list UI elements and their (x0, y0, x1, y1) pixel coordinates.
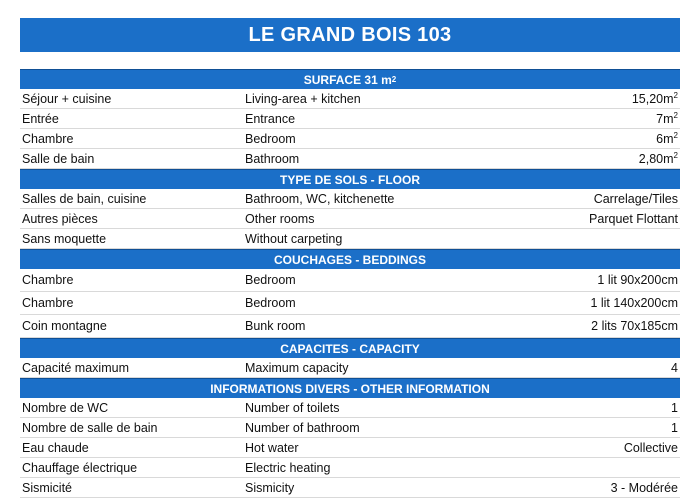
value-cell (495, 132, 680, 146)
label-fr: Nombre de salle de bain (22, 420, 158, 435)
label-en: Entrance (245, 111, 296, 126)
label-fr: Sismicité (22, 480, 73, 495)
label-en: Bedroom (245, 273, 296, 287)
section-header-surface-text: SURFACE 31 m (303, 72, 392, 87)
table-row (20, 89, 680, 109)
table-row (20, 189, 680, 209)
table-row (20, 209, 680, 229)
label-en: Bunk room (245, 319, 306, 333)
label-en: Living-area + kitchen (245, 91, 361, 106)
label-fr: Chauffage électrique (22, 460, 138, 475)
label-en: Other rooms (245, 211, 315, 226)
label-en: Bathroom (245, 151, 300, 166)
superscript: 2 (673, 110, 678, 120)
table-row (20, 458, 680, 478)
value: 7m (656, 111, 674, 126)
label-fr: Nombre de WC (22, 400, 109, 415)
label-en: Number of bathroom (245, 420, 360, 435)
table-row (20, 418, 680, 438)
value: Carrelage/Tiles (593, 191, 678, 206)
page-title: LE GRAND BOIS 103 (20, 18, 680, 52)
value-cell (495, 112, 680, 126)
superscript: 2 (673, 130, 678, 140)
label-en: Bathroom, WC, kitchenette (245, 191, 395, 206)
value: 1 (671, 400, 678, 415)
label-en: Without carpeting (245, 231, 343, 246)
section-header-floor: TYPE DE SOLS - FLOOR (20, 169, 680, 189)
label-fr: Chambre (22, 131, 74, 146)
value-cell (495, 92, 680, 106)
table-row (20, 129, 680, 149)
table-row (20, 109, 680, 129)
value: Parquet Flottant (589, 211, 678, 226)
label-fr: Capacité maximum (22, 360, 129, 375)
label-fr: Sans moquette (22, 231, 107, 246)
label-en: Bedroom (245, 296, 296, 310)
value: 1 lit 140x200cm (590, 296, 678, 310)
label-en: Electric heating (245, 460, 331, 475)
label-fr: Salles de bain, cuisine (22, 191, 147, 206)
table-row (20, 315, 680, 338)
label-fr: Salle de bain (22, 151, 95, 166)
label-en: Hot water (245, 440, 299, 455)
label-en: Sismicity (245, 480, 295, 495)
value: 3 - Modérée (610, 480, 678, 495)
section-header-beddings: COUCHAGES - BEDDINGS (20, 249, 680, 269)
table-row (20, 292, 680, 315)
value: 4 (671, 360, 678, 375)
section-header-surface: SURFACE 31 m 2 (20, 69, 680, 89)
property-sheet (20, 69, 680, 498)
label-en: Number of toilets (245, 400, 340, 415)
label-fr: Eau chaude (22, 440, 89, 455)
label-en: Maximum capacity (245, 360, 349, 375)
label-fr: Chambre (22, 296, 74, 310)
value: 1 (671, 420, 678, 435)
label-fr: Entrée (22, 111, 59, 126)
value: 2 lits 70x185cm (591, 319, 678, 333)
table-row (20, 438, 680, 458)
table-row (20, 229, 680, 249)
label-fr: Séjour + cuisine (22, 91, 112, 106)
value: 1 lit 90x200cm (597, 273, 678, 287)
section-header-capacity: CAPACITES - CAPACITY (20, 338, 680, 358)
table-row (20, 149, 680, 169)
value: 6m (656, 131, 674, 146)
table-row (20, 269, 680, 292)
section-header-other: INFORMATIONS DIVERS - OTHER INFORMATION (20, 378, 680, 398)
value: 2,80m (638, 151, 674, 166)
superscript: 2 (673, 150, 678, 160)
label-fr: Autres pièces (22, 211, 98, 226)
table-row (20, 398, 680, 418)
table-row (20, 358, 680, 378)
label-fr: Chambre (22, 273, 74, 287)
value: 15,20m (631, 91, 674, 106)
value: Collective (623, 440, 678, 455)
value-cell (495, 152, 680, 166)
label-fr: Coin montagne (22, 319, 107, 333)
table-row (20, 478, 680, 498)
superscript: 2 (673, 90, 678, 100)
label-en: Bedroom (245, 131, 296, 146)
